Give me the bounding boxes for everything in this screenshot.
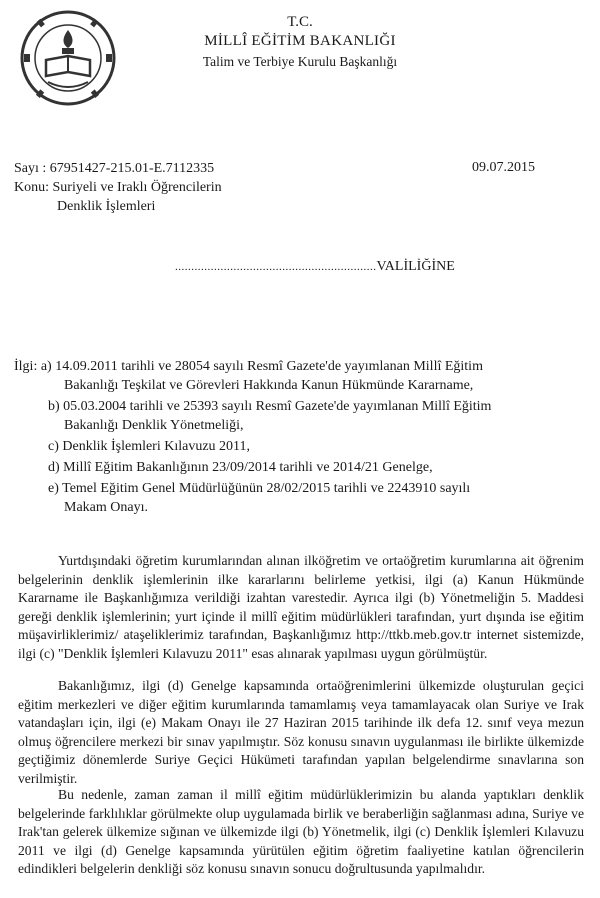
paragraph-1-text: Yurtdışındaki öğretim kurumlarından alınan ilköğretim ve ortaöğretim kurumlarına ait öğrenim belgelerinin denklik işlemlerinin ilke kararlarını belirleme yetkisi, ilgi (a) Kanun Hükmünde Kararname ile Başkanlığımıza verildiği izahtan varestedir. Ayrıca ilgi (b) Yönetmeliğin 5. Maddesi gereği denklik işlemlerinin; yurt içinde il millî eğitim müdürlükleri tarafından, yurt dışında ise eğitim müşavirliklerimiz/ ataşeliklerimiz tarafından, Başkanlığımız http://ttkb.meb.gov.tr internet sistemizde, ilgi (c) "Denklik İşlemleri Kılavuzu 2011" esas alınarak yapılması uygun görülmüştür.: [18, 553, 584, 661]
addressee-dots: ..............................................................: [175, 261, 377, 273]
reference-d: d) Millî Eğitim Bakanlığının 23/09/2014 tarihli ve 2014/21 Genelge,: [48, 460, 433, 475]
paragraph-1: [18, 552, 584, 663]
paragraph-2-text: Bakanlığımız, ilgi (d) Genelge kapsamında ortaöğrenimlerini ülkemizde oluşturulan geçici eğitim merkezleri ve diğer eğitim kurumlarında tamamlamış veya tamamlayacak olan Suriye ve Irak vatandaşları için, ilgi (e) Makam Onayı ile 27 Haziran 2015 tarihinde ilk defa 12. sınıf veya mezun olmuş öğrencilere merkezi bir sınav yapılmıştır. Söz konusu sınavın uygulanması ile birlikte ülkemizde geçtiğimiz dönemlerde Suriye Geçici Hükümeti tarafından yapılan belgelendirme sınavlarına son verilmiştir.: [18, 678, 584, 786]
header-ministry: MİLLÎ EĞİTİM BAKANLIĞI: [204, 33, 396, 49]
reference-b-line2: Bakanlığı Denklik Yönetmeliği,: [64, 418, 244, 433]
header-tc: T.C.: [287, 14, 313, 30]
document-date: 09.07.2015: [472, 160, 535, 175]
paragraph-3-text: Bu nedenle, zaman zaman il millî eğitim müdürlüklerimizin bu alanda yaptıkları denklik belgelerinde farklılıklar görülmekte olup uygulamada birlik ve beraberliğin sağlanması adına, Suriye ve Irak'tan gelerek ülkemize sığınan ve ülkemizde ilgi (b) Yönetmelik, ilgi (c) Denklik İşlemleri Kılavuzu 2011 ve ilgi (d) Genelge kapsamında yürütülen eğitim öğretim faaliyetine katılan öğrencilerin edindikleri belgelerin denkliği söz konusu sınavın sonucu doğrultusunda yapılmalıdır.: [18, 787, 584, 876]
reference-a-line1: İlgi: a) 14.09.2011 tarihli ve 28054 sayılı Resmî Gazete'de yayımlanan Millî Eğitim: [14, 359, 483, 374]
addressee-text: VALİLİĞİNE: [376, 259, 455, 274]
document-number: Sayı : 67951427-215.01-E.7112335: [14, 161, 215, 176]
paragraph-3: [18, 786, 584, 879]
addressee: [175, 259, 455, 275]
reference-e-line1: e) Temel Eğitim Genel Müdürlüğünün 28/02/2015 tarihli ve 2243910 sayılı: [48, 481, 471, 496]
ministry-seal-logo: [18, 8, 118, 108]
reference-b-line1: b) 05.03.2004 tarihli ve 25393 sayılı Resmî Gazete'de yayımlanan Millî Eğitim: [48, 399, 492, 414]
subject-line-1: Konu: Suriyeli ve Iraklı Öğrencilerin: [14, 180, 222, 195]
header-board: Talim ve Terbiye Kurulu Başkanlığı: [202, 54, 398, 69]
reference-c: c) Denklik İşlemleri Kılavuzu 2011,: [48, 439, 251, 454]
reference-a-line2: Bakanlığı Teşkilat ve Görevleri Hakkında Kanun Hükmünde Kararname,: [64, 378, 474, 393]
reference-e-line2: Makam Onayı.: [64, 500, 148, 515]
paragraph-2: [18, 677, 584, 788]
subject-line-2: Denklik İşlemleri: [57, 199, 156, 214]
